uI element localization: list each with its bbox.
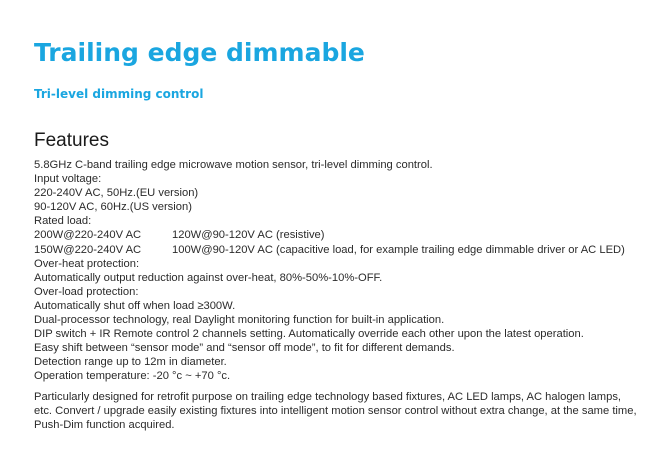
feature-line: 220-240V AC, 50Hz.(EU version) [34, 187, 199, 200]
rated-load-us: 100W@90-120V AC (capacitive load, for example trailing edge dimmable driver or AC LED) [172, 243, 625, 256]
features-list [34, 158, 640, 384]
feature-line: Input voltage: [34, 173, 102, 186]
feature-line: Automatically shut off when load ≥300W. [34, 299, 236, 312]
feature-line: Dual-processor technology, real Daylight monitoring function for built-in application. [34, 314, 445, 327]
rated-load-eu: 200W@220-240V AC [34, 229, 142, 242]
rated-load-row [34, 243, 640, 257]
feature-line: Easy shift between “sensor mode” and “sensor off mode”, to fit for different demands. [34, 342, 455, 355]
description-paragraph: Particularly designed for retrofit purpose on trailing edge technology based fixtures, AC LED lamps, AC halogen lamps, etc. Convert / upgrade easily existing fixtures into intelligent motion sensor control without extra change, at the same time, Push-Dim function acquired. [34, 391, 637, 432]
page-title: Trailing edge dimmable [34, 38, 365, 67]
feature-line: DIP switch + IR Remote control 2 channels setting. Automatically override each other upon the latest operation. [34, 328, 584, 341]
rated-load-us: 120W@90-120V AC (resistive) [172, 229, 325, 242]
feature-line: 5.8GHz C-band trailing edge microwave motion sensor, tri-level dimming control. [34, 159, 433, 171]
feature-line: Rated load: [34, 215, 92, 228]
feature-line: Over-heat protection: [34, 257, 140, 270]
rated-load-row [34, 228, 640, 242]
feature-line: Over-load protection: [34, 285, 139, 298]
page-subtitle: Tri-level dimming control [34, 87, 204, 101]
feature-line: Detection range up to 12m in diameter. [34, 356, 227, 369]
feature-line: Operation temperature: -20 °c ~ +70 °c. [34, 370, 231, 383]
rated-load-eu: 150W@220-240V AC [34, 243, 142, 256]
feature-line: 90-120V AC, 60Hz.(US version) [34, 201, 192, 214]
feature-line: Automatically output reduction against over-heat, 80%-50%-10%-OFF. [34, 271, 383, 284]
features-heading: Features [34, 130, 109, 151]
